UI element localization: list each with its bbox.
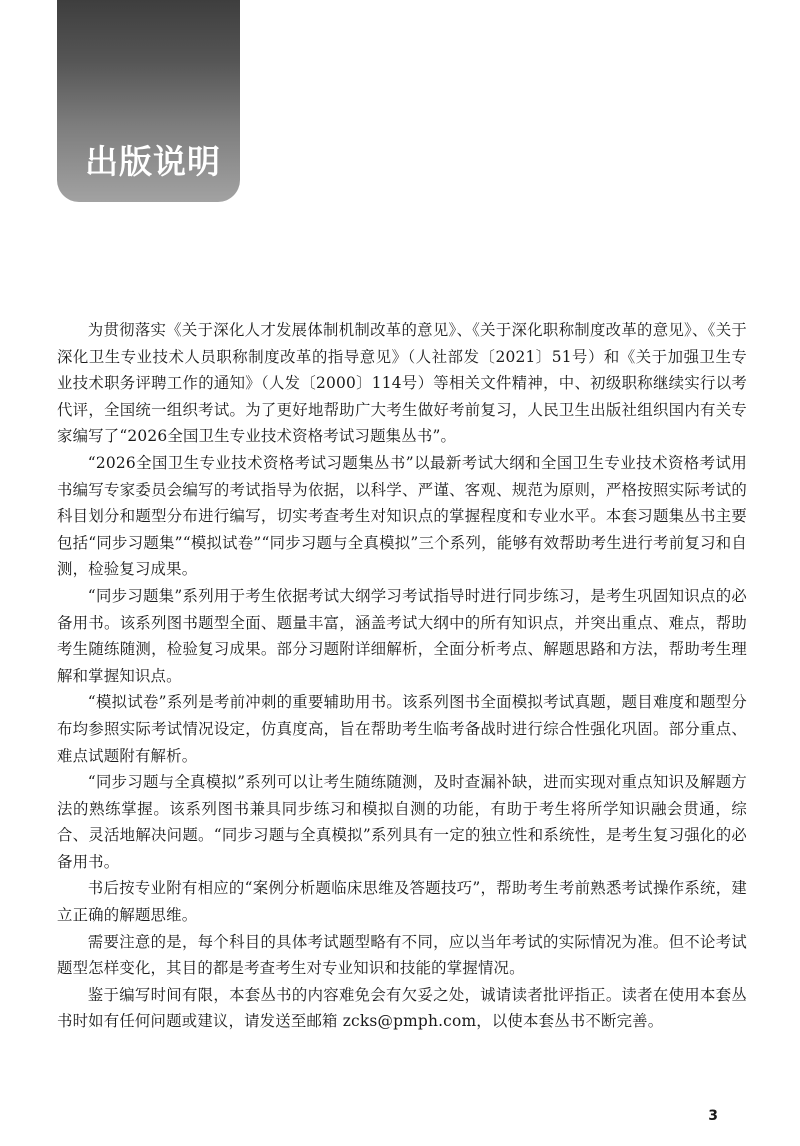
- paragraph-4: “模拟试卷”系列是考前冲刺的重要辅助用书。该系列图书全面模拟考试真题，题目难度和题型分布均参照实际考试情况设定，仿真度高，旨在帮助考生临考备战时进行综合性强化巩固。部分重点、难点试题附有解析。: [57, 693, 747, 765]
- page-number: 3: [708, 1108, 718, 1124]
- paragraph-8: 鉴于编写时间有限，本套丛书的内容难免会有欠妥之处，诚请读者批评指正。读者在使用本套丛书时如有任何问题或建议，请发送至邮箱 zcks@pmph.com，以使本套丛书不断完善。: [57, 985, 747, 1031]
- preface-body: [57, 317, 747, 1035]
- paragraph-5: “同步习题与全真模拟”系列可以让考生随练随测，及时查漏补缺，进而实现对重点知识及解题方法的熟练掌握。该系列图书兼具同步练习和模拟自测的功能，有助于考生将所学知识融会贯通，综合、灵活地解决问题。“同步习题与全真模拟”系列具有一定的独立性和系统性，是考生复习强化的必备用书。: [57, 773, 747, 871]
- paragraph-7: 需要注意的是，每个科目的具体考试题型略有不同，应以当年考试的实际情况为准。但不论考试题型怎样变化，其目的都是考查考生对专业知识和技能的掌握情况。: [57, 932, 747, 978]
- section-title-banner: [57, 0, 240, 202]
- paragraph-3: “同步习题集”系列用于考生依据考试大纲学习考试指导时进行同步练习，是考生巩固知识点的必备用书。该系列图书题型全面、题量丰富，涵盖考试大纲中的所有知识点，并突出重点、难点，帮助考生随练随测，检验复习成果。部分习题附详细解析，全面分析考点、解题思路和方法，帮助考生理解和掌握知识点。: [57, 586, 747, 685]
- paragraph-2: “2026全国卫生专业技术资格考试习题集丛书”以最新考试大纲和全国卫生专业技术资格考试用书编写专家委员会编写的考试指导为依据，以科学、严谨、客观、规范为原则，严格按照实际考试的科目划分和题型分布进行编写，切实考查考生对知识点的掌握程度和专业水平。本套习题集丛书主要包括“同步习题集”“模拟试卷”“同步习题与全真模拟”三个系列，能够有效帮助考生进行考前复习和自测，检验复习成果。: [57, 453, 747, 579]
- paragraph-6: 书后按专业附有相应的“案例分析题临床思维及答题技巧”，帮助考生考前熟悉考试操作系统，建立正确的解题思维。: [57, 879, 747, 925]
- paragraph-1: 为贯彻落实《关于深化人才发展体制机制改革的意见》、《关于深化职称制度改革的意见》、《关于深化卫生专业技术人员职称制度改革的指导意见》（人社部发〔2021〕51号）和《关于加强卫生专业技术职务评聘工作的通知》（人发〔2000〕114号）等相关文件精神，中、初级职称继续实行以考代评，全国统一组织考试。为了更好地帮助广大考生做好考前复习，人民卫生出版社组织国内有关专家编写了“2026全国卫生专业技术资格考试习题集丛书”。: [57, 321, 747, 446]
- page-title: 出版说明: [85, 142, 221, 181]
